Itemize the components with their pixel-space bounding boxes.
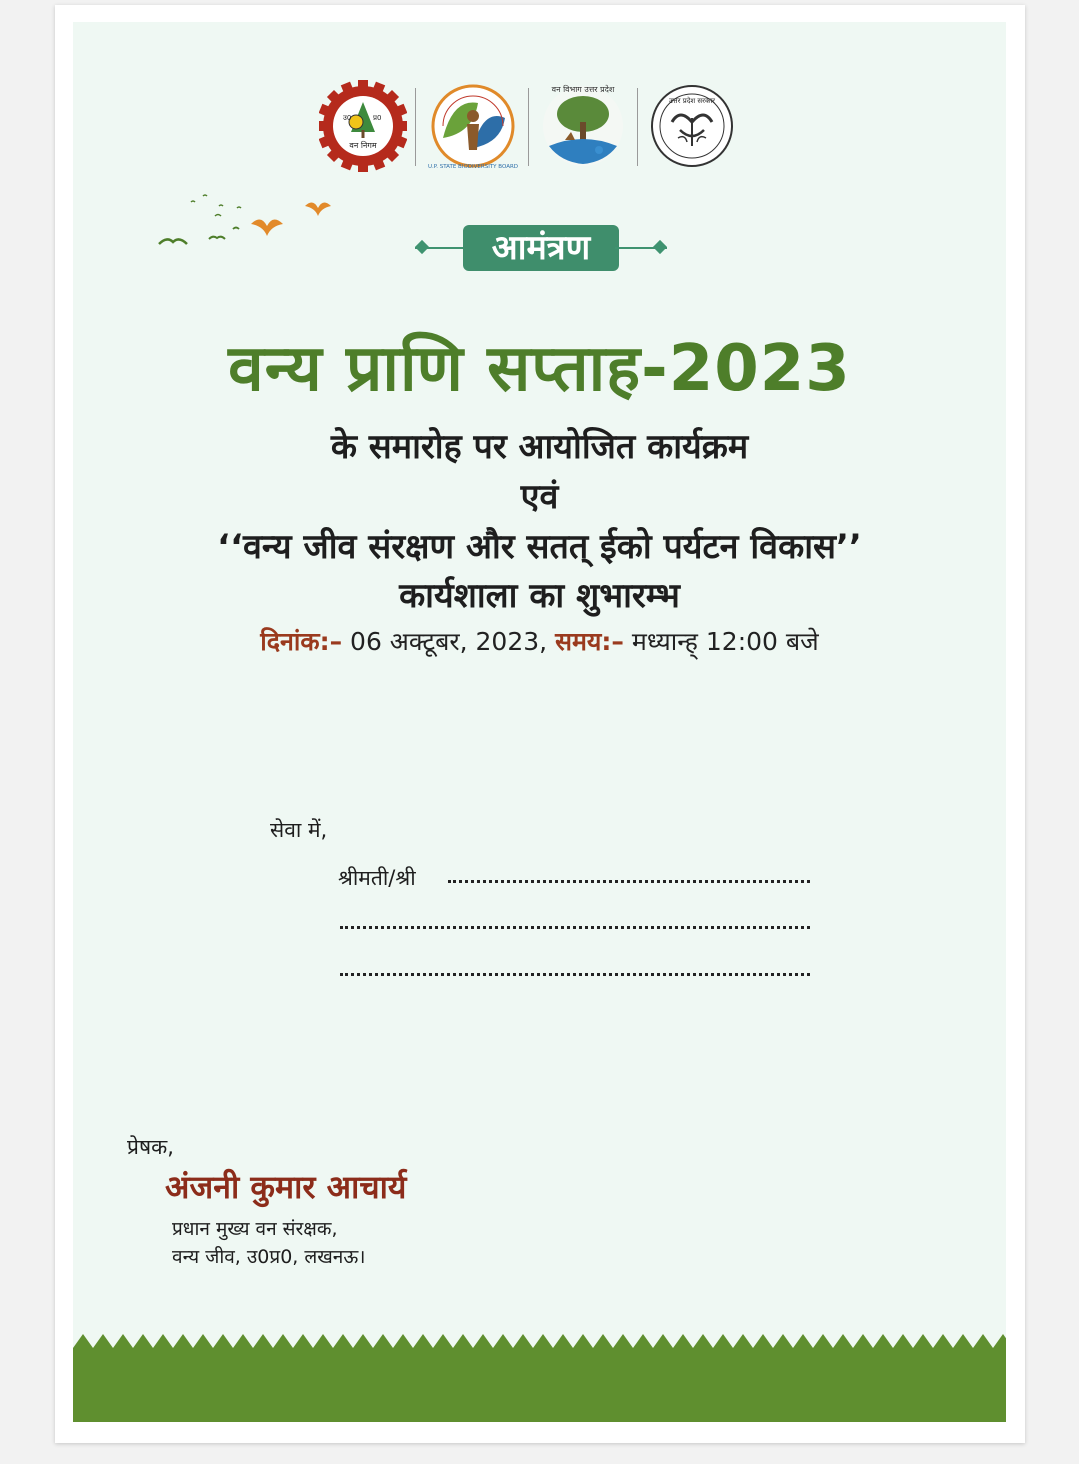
sender-label: प्रेषक,: [127, 1135, 174, 1159]
event-title: वन्य प्राणि सप्ताह-2023: [228, 332, 851, 406]
van-nigam-gear-logo-icon: [319, 78, 407, 174]
sender-office: वन्य जीव, उ0प्र0, लखनऊ।: [172, 1246, 366, 1268]
grass-ground-footer: [73, 1322, 1006, 1422]
subtitle-line-2: एवं: [520, 477, 559, 517]
time-label: समय:–: [555, 627, 624, 656]
badge-left-diamond: [415, 240, 429, 254]
addressee-name-label: श्रीमती/श्री: [338, 866, 416, 890]
subtitle-line-4: कार्यशाला का शुभारम्भ: [399, 576, 680, 616]
van-nigam-text: वन निगम: [349, 141, 377, 150]
logos-row: [319, 78, 739, 174]
logo-abbr-left: उ0: [343, 114, 352, 122]
date-value: 06 अक्टूबर, 2023,: [350, 627, 548, 656]
biodiversity-board-english: U.P. STATE BIODIVERSITY BOARD: [427, 164, 519, 170]
subtitle-line-1: के समारोह पर आयोजित कार्यक्रम: [330, 427, 749, 467]
up-government-text: उत्तर प्रदेश सरकार: [668, 97, 716, 105]
logo-abbr-right: प्र0: [373, 114, 382, 122]
logo-divider: [528, 88, 529, 166]
addressee-address-dotted-line-2: [340, 973, 810, 976]
date-label: दिनांक:–: [260, 627, 343, 656]
invitation-card: [73, 22, 1006, 1422]
sender-name: अंजनी कुमार आचार्य: [165, 1168, 407, 1206]
addressee-name-dotted-line: [448, 880, 810, 883]
date-time-line: [73, 624, 1006, 658]
time-value: मध्यान्ह् 12:00 बजे: [631, 627, 819, 656]
sender-designation: प्रधान मुख्य वन संरक्षक,: [172, 1218, 338, 1240]
addressee-address-dotted-line-1: [340, 926, 810, 929]
logo-divider: [637, 88, 638, 166]
up-government-emblem-icon: [645, 78, 739, 174]
flying-birds-illustration: [155, 192, 335, 252]
forest-department-text: वन विभाग उत्तर प्रदेश: [551, 85, 615, 94]
invitation-badge: आमंत्रण: [463, 225, 619, 271]
invitation-badge-group: [415, 225, 667, 271]
subtitle-line-3: ‘‘वन्य जीव संरक्षण और सतत् ईको पर्यटन विकास’’: [217, 527, 862, 567]
badge-right-diamond: [653, 240, 667, 254]
up-biodiversity-board-logo-icon: [423, 78, 523, 174]
salutation: सेवा में,: [270, 818, 328, 842]
forest-department-up-logo-icon: [535, 78, 631, 174]
logo-divider: [415, 88, 416, 166]
